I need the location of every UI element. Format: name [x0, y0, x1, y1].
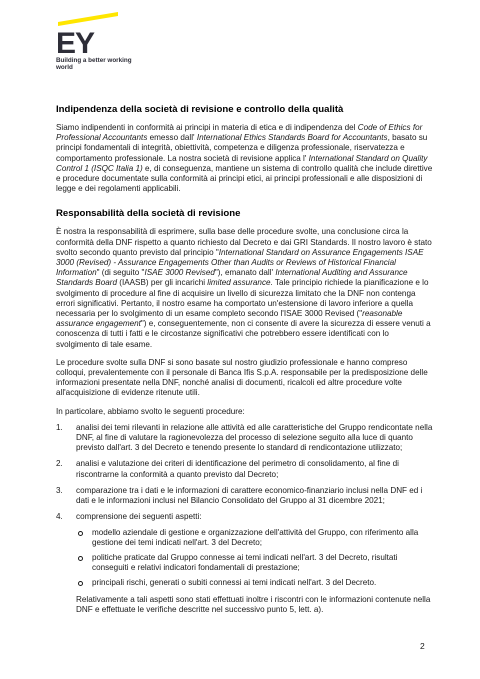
- sub-list-item: [76, 528, 433, 548]
- sub-list: [76, 528, 433, 589]
- list-number: 4.: [56, 512, 63, 522]
- section-responsibility: [56, 208, 433, 615]
- text: " (di seguito ": [96, 268, 145, 278]
- list-number: 2.: [56, 459, 63, 469]
- sub-list-item-text: principali rischi, generati o subiti connessi ai temi indicati nell'art. 3 del Decreto.: [92, 578, 377, 588]
- section-title-responsibility: Responsabilità della società di revisione: [56, 208, 241, 220]
- ey-logo: [56, 12, 132, 86]
- text: emesso dall': [147, 133, 197, 143]
- text-italic: International Auditing and Assurance Standards Board: [56, 268, 408, 288]
- ey-tagline: Building a better working world: [56, 57, 132, 72]
- text-italic: International Ethics Standards Board for Accountants: [196, 133, 388, 143]
- bullet-icon: [78, 556, 83, 561]
- sub-list-item: [76, 578, 433, 588]
- paragraph-procedures: Le procedure svolte sulla DNF si sono basate sul nostro giudizio professionale e hanno compreso colloqui, prevalentemente con il personale di Banca Ifis S.p.A. responsabile per la predisposizione delle informazioni presentate nella DNF, nonché analisi di documenti, ricalcoli ed altre procedure volte all'acquisizione di evidenze ritenute utili.: [56, 357, 428, 398]
- text: "), emanato dall': [214, 268, 276, 278]
- text-italic: ISAE 3000 Revised: [144, 268, 215, 278]
- text-italic: International Standard on Assurance Engagements ISAE 3000 (Revised) - Assurance Engagements Other than Audits or Reviews of Historical Financial Information: [56, 247, 424, 278]
- paragraph-responsibility: [56, 227, 433, 349]
- paragraph-after-list: Relativamente a tali aspetti sono stati effettuati inoltre i riscontri con le informazioni contenute nella DNF e effettuate le verifiche descritte nel successivo punto 5, lett. a).: [76, 594, 431, 614]
- text-italic: reasonable assurance engagement: [56, 309, 403, 329]
- list-item-text: analisi e valutazione dei criteri di identificazione del perimetro di consolidamento, al fine di riscontrarne la conformità a quanto previsto dal Decreto;: [76, 459, 399, 479]
- list-item: [56, 486, 433, 506]
- document-body: [56, 104, 433, 623]
- ey-logo-letters: EY: [56, 27, 95, 56]
- ey-logo-mark: [56, 12, 120, 56]
- list-item-text: comprensione dei seguenti aspetti:: [76, 512, 202, 522]
- list-number: 1.: [56, 422, 63, 432]
- text: È nostra la responsabilità di esprimere, sulla base delle procedure svolte, una conclusione circa la conformità della DNF rispetto a quanto richiesto dal Decreto e dai GRI Standards. Il nostro lavoro è stato svolto secondo quanto previsto dal principio ": [56, 227, 432, 257]
- list-item: [56, 459, 433, 479]
- sub-list-item-text: politiche praticate dal Gruppo connesse ai temi indicati nell'art. 3 del Decreto, risultati conseguiti e relativi indicatori fondamentali di prestazione;: [92, 552, 398, 573]
- sub-list-item-text: modello aziendale di gestione e organizzazione dell'attività del Gruppo, con riferimento alla gestione dei temi indicati nell'art. 3 del Decreto;: [92, 527, 419, 547]
- list-number: 3.: [56, 485, 63, 495]
- text-italic: International Standard on Quality Control 1 (ISQC Italia 1): [56, 153, 428, 173]
- text: e, di conseguenza, mantiene un sistema di controllo qualità che include direttive e procedure documentate sulla conformità ai principi etici, ai principi professionali e alle disposizioni di legge e dei regolamenti applicabili.: [56, 163, 433, 194]
- bullet-icon: [78, 531, 83, 536]
- ey-logo-beam: [58, 12, 118, 26]
- list-item: [56, 512, 433, 588]
- text: . Tale principio richiede la pianificazione e lo svolgimento di procedure al fine di acquisire un livello di sicurezza limitato che la DNF non contenga errori significativi. Pertanto, il nostro esame ha comportato un'estensione di lavoro inferiore a quella necessaria per lo svolgimento di un esame completo secondo l'ISAE 3000 Revised (": [56, 278, 429, 319]
- paragraph-intro-list: In particolare, abbiamo svolto le seguenti procedure:: [56, 406, 245, 416]
- page-number: 2: [420, 641, 425, 651]
- section-independence: [56, 104, 433, 194]
- paragraph-independence: [56, 123, 433, 194]
- list-item-text: analisi dei temi rilevanti in relazione alle attività ed alle caratteristiche del Gruppo rendicontate nella DNF, al fine di valutare la ragionevolezza del processo di selezione seguito alla luce di quanto previsto dall'art. 3 del Decreto e tenendo presente lo standard di rendicontazione utilizzato;: [76, 422, 433, 453]
- bullet-icon: [78, 581, 83, 586]
- sub-list-item: [76, 553, 433, 573]
- list-item: [56, 423, 433, 454]
- text: (IAASB) per gli incarichi: [116, 278, 208, 288]
- list-item-text: comparazione tra i dati e le informazioni di carattere economico-finanziario inclusi nella DNF ed i dati e le informazioni inclusi nel Bilancio Consolidato del Gruppo al 31 dicembre 2021;: [76, 485, 423, 506]
- section-title-independence: Indipendenza della società di revisione e controllo della qualità: [56, 104, 344, 115]
- text: , basato su principi fondamentali di integrità, obiettività, competenza e diligenza professionale, riservatezza e comportamento professionale. La nostra società di revisione applica l': [56, 133, 428, 163]
- text: ") e, conseguentemente, non ci consente di avere la sicurezza di essere venuti a conoscenza di tutti i fatti e le circostanze significativi che potrebbero essere identificati con lo svolgimento di tale esame.: [56, 319, 431, 349]
- procedures-list: [56, 423, 433, 589]
- text-italic: Code of Ethics for Professional Accountants: [56, 123, 423, 143]
- text: Siamo indipendenti in conformità ai principi in materia di etica e di indipendenza del: [56, 123, 358, 132]
- text-italic: limited assurance: [207, 278, 271, 288]
